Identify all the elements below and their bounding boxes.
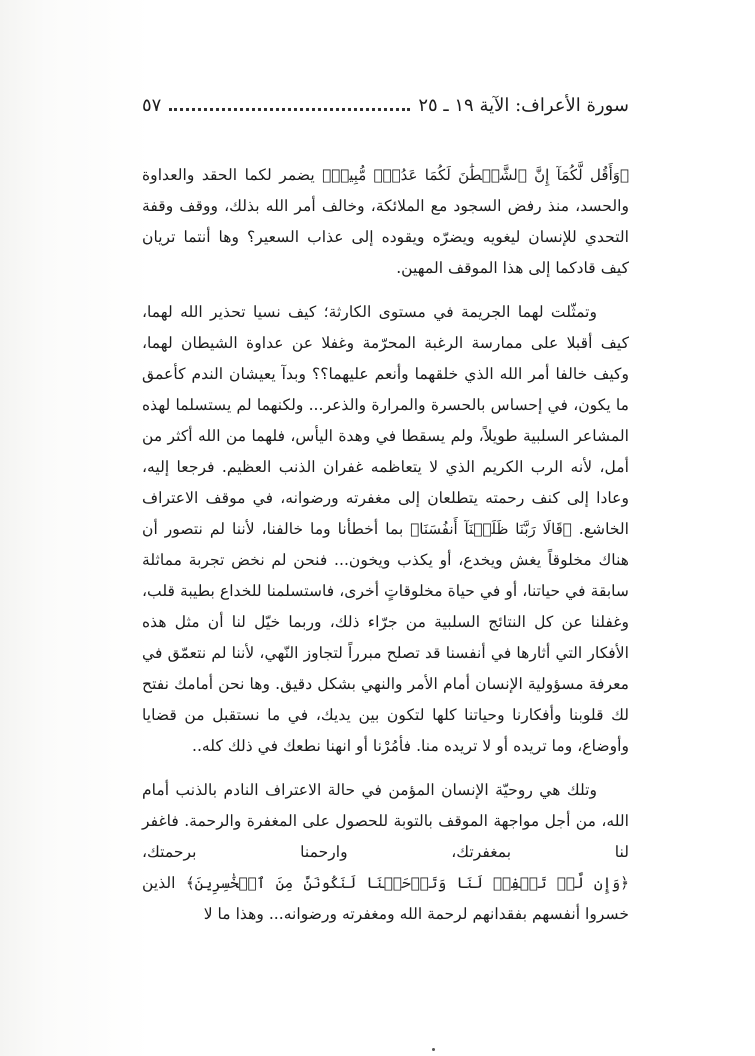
paragraph-text: وتمثّلت لهما الجريمة في مستوى الكارثة؛ كيف نسيا تحذير الله لهما، كيف أقبلا على ممارسة الرغبة المحرّمة وغفلا عن عداوة الشيطان لهما، وكيف خالفا أمر الله الذي خلقهما وأنعم عليهما؟؟ وبدآ يعيشان الندم كأعمق ما يكون، في إحساس بالحسرة والمرارة والذعر... ولكنهما لم يستسلما لهذه المشاعر السلبية طويلاً، ولم يسقطا في وهدة اليأس، فلهما من الله أكثر من أمل، لأنه الرب الكريم الذي لا يتعاظمه غفران الذنب العظيم. فرجعا إليه، وعادا إلى كنف رحمته يتطلعان إلى مغفرته ورضوانه، في موقف الاعتراف الخاشع.	[142, 303, 629, 538]
paragraph	[142, 160, 629, 284]
paragraph-text: يضمر لكما الحقد والعداوة والحسد، منذ رفض السجود مع الملائكة، وخالف أمر الله بذلك، ووقف وقفة التحدي للإنسان ليغويه ويضرّه ويقوده إلى عذاب السعير؟ وها أنتما تريان كيف قادكما إلى هذا الموقف المهين.	[142, 166, 629, 277]
page-body	[142, 160, 629, 930]
print-speck	[432, 1048, 435, 1051]
paragraph-text: وتلك هي روحيّة الإنسان المؤمن في حالة الاعتراف النادم بالذنب أمام الله، من أجل مواجهة الموقف بالتوبة للحصول على المغفرة والرحمة. فاغفر لنا بمغفرتك، وارحمنا برحمتك،	[142, 781, 629, 861]
paragraph-text: الذين خسروا أنفسهم بفقدانهم لرحمة الله ومغفرته ورضوانه... وهذا ما لا	[142, 874, 629, 923]
paragraph	[142, 297, 629, 762]
page-number: ٥٧	[142, 94, 162, 116]
quran-verse: ﴿وَأَقُل لَّكُمَآ إِنَّ ٱلشَّيۡطَٰنَ لَكُمَا عَدُوّٞ مُّبِينٞ﴾	[322, 166, 629, 184]
paragraph	[142, 775, 629, 930]
chapter-title: سورة الأعراف: الآية ١٩ ـ ٢٥	[418, 94, 629, 116]
quran-verse: ﴿قَالَا رَبَّنَا ظَلَمۡنَآ أَنفُسَنَا﴾	[410, 520, 572, 538]
paragraph-text: بما أخطأنا وما خالفنا، لأننا لم نتصور أن هناك مخلوقاً يغش ويخدع، أو يكذب ويخون... فنحن لم نخض تجربة مماثلة سابقة في حياتنا، أو في حياة مخلوقاتٍ أخرى، فاستسلمنا للخداع بطيبة قلب، وغفلنا عن كل النتائج السلبية من جرّاء ذلك، وربما خيّل لنا أن مثل هذه الأفكار التي أثارها في أنفسنا قد تصلح مبرراً لتجاوز النّهي، لأننا لم نتعمّق في معرفة مسؤولية الإنسان أمام الأمر والنهي بشكل دقيق. وها نحن أمامك نفتح لك قلوبنا وأفكارنا وحياتنا كلها لتكون بين يديك، في ما نستقبل من قضايا وأوضاع، وما تريده أو لا تريده منا. فأمُرْنا أو انهنا نطعك في ذلك كله..	[142, 520, 629, 755]
quran-verse: ﴿وَإِن لَّمۡ تَغۡفِرۡ لَنَا وَتَرۡحَمۡنَا لَنَكُونَنَّ مِنَ ٱلۡخَٰسِرِينَ﴾	[185, 874, 629, 892]
dot-leader	[169, 106, 410, 111]
running-header	[142, 90, 629, 120]
